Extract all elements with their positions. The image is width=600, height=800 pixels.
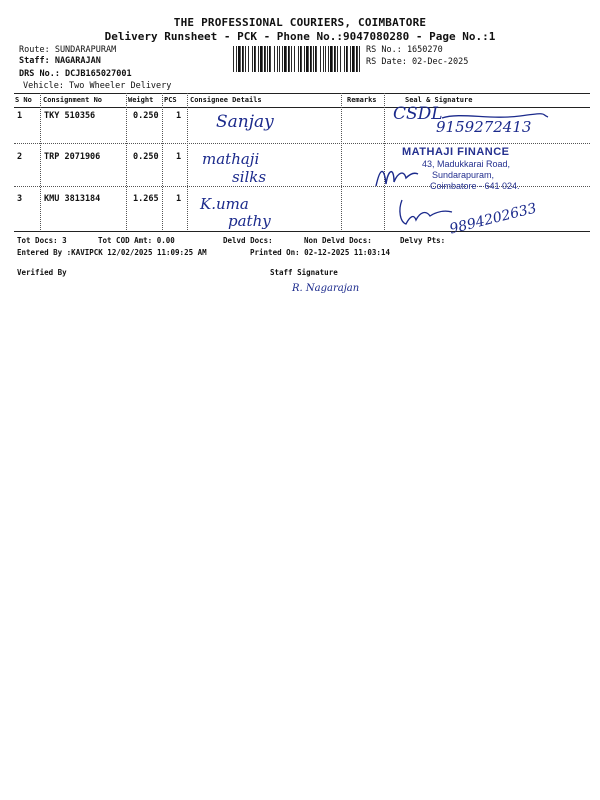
col-pcs: PCS	[164, 96, 177, 104]
stamp-title: MATHAJI FINANCE	[402, 146, 510, 158]
col-divider	[187, 93, 188, 230]
barcode	[233, 46, 361, 72]
stamp-address-line3: Coimbatore - 641 024.	[430, 181, 520, 191]
col-consignment: Consignment No	[43, 96, 103, 104]
row1-signature: CSDL	[393, 104, 443, 124]
vehicle-label: Vehicle: Two Wheeler Delivery	[23, 81, 172, 91]
row3-handwritten-name-line1: K.uma	[200, 195, 249, 213]
row1-pcs: 1	[176, 111, 182, 121]
row1-sno: 1	[17, 111, 23, 121]
row3-pcs: 1	[176, 194, 182, 204]
staff-signature-label: Staff Signature	[270, 268, 338, 277]
col-remarks: Remarks	[347, 96, 377, 104]
col-divider	[341, 93, 342, 230]
row1-handwritten-name: Sanjay	[216, 112, 274, 132]
row3-phone: 9894202633	[448, 200, 539, 238]
row1-consignment: TKY 510356	[44, 111, 96, 121]
row2-pcs: 1	[176, 152, 182, 162]
row2-consignment: TRP 2071906	[44, 152, 101, 162]
row3-weight: 1.265	[133, 194, 159, 204]
row2-signature-scribble	[372, 160, 422, 192]
col-sno: S No	[15, 96, 32, 104]
row3-consignment: KMU 3813184	[44, 194, 101, 204]
row-divider	[14, 143, 590, 144]
tot-cod-amt: Tot COD Amt: 0.00	[98, 236, 175, 245]
staff-handwritten-signature: R. Nagarajan	[292, 283, 360, 294]
row1-weight: 0.250	[133, 111, 159, 121]
company-name: THE PROFESSIONAL COURIERS, COIMBATORE	[173, 16, 427, 29]
col-weight: Weight	[128, 96, 154, 104]
row3-sno: 3	[17, 194, 23, 204]
route-label: Route: SUNDARAPURAM	[19, 45, 117, 55]
rs-number: RS No.: 1650270	[366, 45, 443, 55]
stamp-address-line2: Sundarapuram,	[432, 170, 495, 180]
row2-handwritten-name-line1: mathaji	[202, 150, 260, 168]
tot-docs: Tot Docs: 3	[17, 236, 67, 245]
row2-handwritten-name-line2: silks	[232, 168, 267, 186]
col-seal: Seal & Signature	[405, 96, 473, 104]
delvy-pts: Delvy Pts:	[400, 236, 446, 245]
verified-by-label: Verified By	[17, 268, 67, 277]
printed-on: Printed On: 02-12-2025 11:03:14	[250, 248, 390, 257]
row2-sno: 2	[17, 152, 23, 162]
rs-date: RS Date: 02-Dec-2025	[366, 57, 469, 67]
row1-phone: 9159272413	[436, 118, 532, 136]
drs-number: DRS No.: DCJB165027001	[19, 69, 132, 79]
runsheet-title: Delivery Runsheet - PCK - Phone No.:9047080280 - Page No.:1	[104, 30, 496, 43]
table-header	[14, 93, 590, 108]
staff-label: Staff: NAGARAJAN	[19, 56, 101, 66]
col-divider	[126, 93, 127, 230]
col-consignee: Consignee Details	[190, 96, 262, 104]
col-divider	[40, 93, 41, 230]
non-delvd-docs: Non Delvd Docs:	[304, 236, 372, 245]
row3-handwritten-name-line2: pathy	[228, 212, 271, 230]
entered-by: Entered By :KAVIPCK 12/02/2025 11:09:25 AM	[17, 248, 207, 257]
table-bottom-rule	[14, 231, 590, 232]
stamp-address-line1: 43, Madukkarai Road,	[422, 159, 511, 169]
delvd-docs: Delvd Docs:	[223, 236, 273, 245]
col-divider	[162, 93, 163, 230]
row3-signature-scribble	[396, 196, 456, 232]
row2-weight: 0.250	[133, 152, 159, 162]
